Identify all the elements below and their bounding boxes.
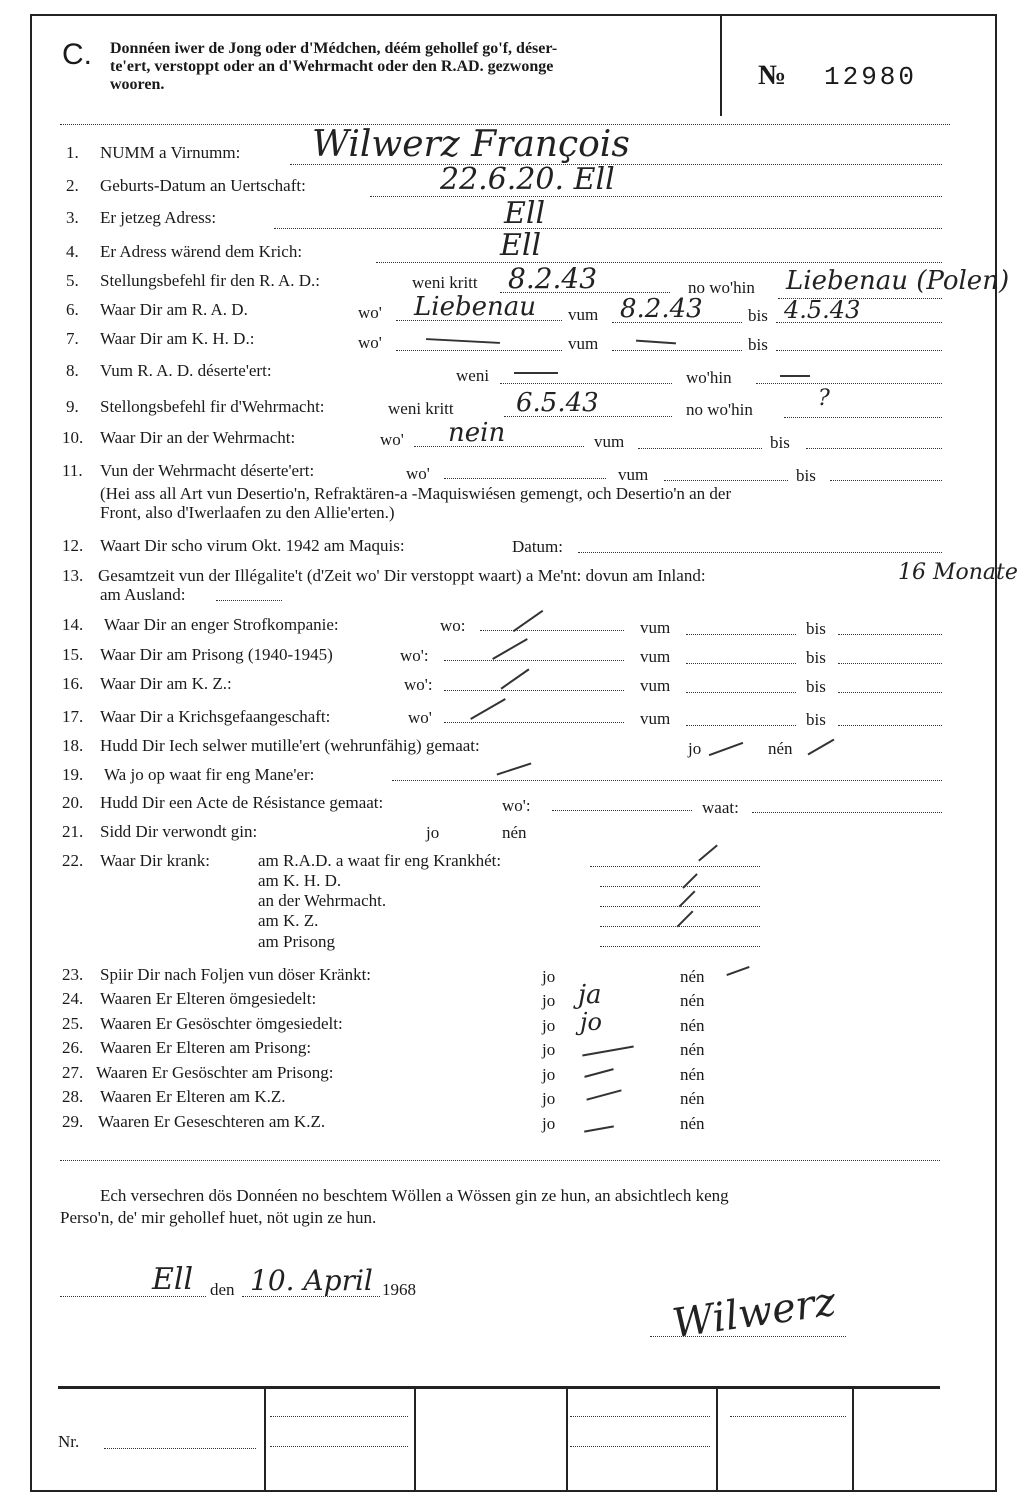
row-3-num: 3. bbox=[66, 208, 79, 227]
row-27-nen: nén bbox=[680, 1065, 705, 1084]
row-27-jo: jo bbox=[542, 1065, 556, 1084]
row-25-nen: nén bbox=[680, 1016, 705, 1035]
row-17-label: Waar Dir a Krichsgefaangeschaft: bbox=[100, 707, 331, 726]
row-21-label: Sidd Dir verwondt gin: bbox=[100, 822, 258, 841]
row-9-no-wohin: no wo'hin bbox=[686, 400, 753, 419]
row-2-value: 22.6.20. Ell bbox=[440, 162, 615, 197]
row-10-bis: bis bbox=[770, 433, 790, 452]
row-6-wo: wo' bbox=[358, 303, 382, 322]
row-2-label: Geburts-Datum an Uertschaft: bbox=[100, 176, 306, 195]
row-11-bis: bis bbox=[796, 466, 816, 485]
row-6-vum: vum bbox=[568, 305, 599, 324]
row-16-label: Waar Dir am K. Z.: bbox=[100, 674, 232, 693]
row-6-label: Waar Dir am R. A. D. bbox=[100, 300, 248, 319]
row-4-label: Er Adress wärend dem Krich: bbox=[100, 242, 303, 261]
signature-den: den bbox=[210, 1280, 235, 1299]
row-13-inland-value: 16 Monate bbox=[898, 560, 1018, 585]
row-11-num: 11. bbox=[62, 461, 83, 480]
row-24-jo: jo bbox=[542, 991, 556, 1010]
row-7-bis: bis bbox=[748, 335, 768, 354]
row-8-wohin: wo'hin bbox=[686, 368, 732, 387]
row-1-value: Wilwerz François bbox=[312, 124, 630, 165]
row-23-num: 23. bbox=[62, 965, 84, 984]
row-9-date: 6.5.43 bbox=[516, 388, 599, 418]
row-10-label: Waar Dir an der Wehrmacht: bbox=[100, 428, 296, 447]
row-11-note-line-2: Front, also d'Iwerlaafen zu den Allie'erten.) bbox=[100, 503, 395, 522]
row-25-label: Waaren Er Gesöschter ömgesiedelt: bbox=[100, 1014, 343, 1033]
footer-nr-label: Nr. bbox=[58, 1432, 80, 1451]
row-17-wo: wo' bbox=[408, 708, 432, 727]
row-15-label: Waar Dir am Prisong (1940-1945) bbox=[100, 645, 333, 664]
row-27-label: Waaren Er Gesöschter am Prisong: bbox=[96, 1063, 334, 1082]
row-17-vum: vum bbox=[640, 709, 671, 728]
row-5-weni-kritt: weni kritt bbox=[412, 273, 478, 292]
row-22-kz: am K. Z. bbox=[258, 911, 319, 930]
signature-year: 1968 bbox=[382, 1280, 416, 1299]
row-28-num: 28. bbox=[62, 1087, 84, 1106]
row-29-nen: nén bbox=[680, 1114, 705, 1133]
header-text: Donnéen iwer de Jong oder d'Médchen, déém gehollef go'f, déser- te'ert, verstoppt oder an d'Wehrmacht oder den R.AD. gezwonge wooren. bbox=[110, 40, 558, 93]
row-13-label: Gesamtzeit vun der Illégalite't (d'Zeit wo' Dir verstoppt waart) a Me'nt: dovun am Inland: bbox=[98, 566, 706, 585]
row-26-label: Waaren Er Elteren am Prisong: bbox=[100, 1038, 312, 1057]
number-sign: № bbox=[758, 60, 787, 91]
row-12-datum: Datum: bbox=[512, 537, 563, 556]
row-28-label: Waaren Er Elteren am K.Z. bbox=[100, 1087, 286, 1106]
row-17-bis: bis bbox=[806, 710, 826, 729]
row-7-label: Waar Dir am K. H. D.: bbox=[100, 329, 255, 348]
row-9-num: 9. bbox=[66, 397, 79, 416]
row-24-label: Waaren Er Elteren ömgesiedelt: bbox=[100, 989, 317, 1008]
row-11-vum: vum bbox=[618, 465, 649, 484]
row-26-nen: nén bbox=[680, 1040, 705, 1059]
row-14-wo: wo: bbox=[440, 616, 466, 635]
row-20-label: Hudd Dir een Acte de Résistance gemaat: bbox=[100, 793, 384, 812]
row-5-label: Stellungsbefehl fir den R. A. D.: bbox=[100, 271, 321, 290]
form-number: 12980 bbox=[824, 62, 918, 92]
row-29-num: 29. bbox=[62, 1112, 84, 1131]
row-24-nen: nén bbox=[680, 991, 705, 1010]
declaration-line-2: Perso'n, de' mir gehollef huet, nöt ugin ze hun. bbox=[60, 1208, 377, 1227]
row-21-jo: jo bbox=[426, 823, 440, 842]
row-5-destination: Liebenau (Polen) bbox=[786, 266, 1010, 296]
row-19-label: Wa jo op waat fir eng Mane'er: bbox=[104, 765, 315, 784]
row-22-khd: am K. H. D. bbox=[258, 871, 342, 890]
row-7-vum: vum bbox=[568, 334, 599, 353]
row-5-date: 8.2.43 bbox=[508, 262, 598, 295]
row-16-vum: vum bbox=[640, 676, 671, 695]
row-3-value: Ell bbox=[504, 196, 546, 231]
row-1-label: NUMM a Virnumm: bbox=[100, 143, 241, 162]
row-4-num: 4. bbox=[66, 242, 79, 261]
signature-date: 10. April bbox=[250, 1264, 373, 1297]
row-14-bis: bis bbox=[806, 619, 826, 638]
row-24-answer: ja bbox=[578, 980, 602, 1010]
row-6-bis: bis bbox=[748, 306, 768, 325]
row-14-num: 14. bbox=[62, 615, 84, 634]
row-11-label: Vun der Wehrmacht déserte'ert: bbox=[100, 461, 315, 480]
row-22-prisong: am Prisong bbox=[258, 932, 335, 951]
row-6-place: Liebenau bbox=[414, 292, 536, 322]
row-19-num: 19. bbox=[62, 765, 84, 784]
row-29-jo: jo bbox=[542, 1114, 556, 1133]
row-28-nen: nén bbox=[680, 1089, 705, 1108]
row-10-vum: vum bbox=[594, 432, 625, 451]
row-12-num: 12. bbox=[62, 536, 84, 555]
row-21-num: 21. bbox=[62, 822, 84, 841]
row-8-label: Vum R. A. D. déserte'ert: bbox=[100, 361, 272, 380]
row-21-nen: nén bbox=[502, 823, 527, 842]
row-17-num: 17. bbox=[62, 707, 84, 726]
row-9-label: Stellongsbefehl fir d'Wehrmacht: bbox=[100, 397, 325, 416]
row-4-value: Ell bbox=[500, 228, 542, 263]
row-18-jo: jo bbox=[688, 739, 702, 758]
row-8-weni: weni bbox=[456, 366, 490, 385]
row-18-num: 18. bbox=[62, 736, 84, 755]
row-23-nen: nén bbox=[680, 967, 705, 986]
row-27-num: 27. bbox=[62, 1063, 84, 1082]
row-2-num: 2. bbox=[66, 176, 79, 195]
row-25-num: 25. bbox=[62, 1014, 84, 1033]
row-5-num: 5. bbox=[66, 271, 79, 290]
signature-place: Ell bbox=[152, 1262, 194, 1297]
row-12-label: Waart Dir scho virum Okt. 1942 am Maquis: bbox=[100, 536, 405, 555]
row-18-label: Hudd Dir Iech selwer mutille'ert (wehrunfähig) gemaat: bbox=[100, 736, 480, 755]
row-15-num: 15. bbox=[62, 645, 84, 664]
row-7-wo: wo' bbox=[358, 333, 382, 352]
row-20-num: 20. bbox=[62, 793, 84, 812]
row-6-to: 4.5.43 bbox=[784, 296, 861, 324]
row-26-num: 26. bbox=[62, 1038, 84, 1057]
row-10-num: 10. bbox=[62, 428, 84, 447]
row-28-jo: jo bbox=[542, 1089, 556, 1108]
row-8-num: 8. bbox=[66, 361, 79, 380]
row-16-wo: wo': bbox=[404, 675, 433, 694]
row-7-num: 7. bbox=[66, 329, 79, 348]
row-1-num: 1. bbox=[66, 143, 79, 162]
row-22-wehrmacht: an der Wehrmacht. bbox=[258, 891, 387, 910]
row-23-jo: jo bbox=[542, 967, 556, 986]
row-9-weni-kritt: weni kritt bbox=[388, 399, 454, 418]
declaration-line-1: Ech versechren dös Donnéen no beschtem Wöllen a Wössen gin ze hun, an absichtlech keng bbox=[100, 1186, 729, 1205]
row-29-label: Waaren Er Geseschteren am K.Z. bbox=[98, 1112, 326, 1131]
row-23-label: Spiir Dir nach Foljen vun döser Kränkt: bbox=[100, 965, 372, 984]
row-16-num: 16. bbox=[62, 674, 84, 693]
row-15-wo: wo': bbox=[400, 646, 429, 665]
row-5-no-wohin: no wo'hin bbox=[688, 278, 755, 297]
row-25-answer: jo bbox=[580, 1008, 602, 1036]
signature-handwritten: Wilwerz bbox=[669, 1278, 839, 1348]
row-11-note-line-1: (Hei ass all Art vun Desertio'n, Refraktären-a -Maquiswiésen gemengt, och Desertio'n an der bbox=[100, 484, 732, 503]
row-3-label: Er jetzeg Adress: bbox=[100, 208, 217, 227]
row-10-wo: wo' bbox=[380, 430, 404, 449]
row-22-label: Waar Dir krank: bbox=[100, 851, 211, 870]
row-26-jo: jo bbox=[542, 1040, 556, 1059]
row-22-num: 22. bbox=[62, 851, 84, 870]
row-16-bis: bis bbox=[806, 677, 826, 696]
row-25-jo: jo bbox=[542, 1016, 556, 1035]
row-24-num: 24. bbox=[62, 989, 84, 1008]
row-15-bis: bis bbox=[806, 648, 826, 667]
section-letter: C. bbox=[62, 38, 92, 71]
row-13-num: 13. bbox=[62, 566, 84, 585]
row-18-nen: nén bbox=[768, 739, 793, 758]
row-14-label: Waar Dir an enger Strofkompanie: bbox=[104, 615, 339, 634]
row-6-num: 6. bbox=[66, 300, 79, 319]
row-15-vum: vum bbox=[640, 647, 671, 666]
row-11-wo: wo' bbox=[406, 464, 430, 483]
row-22-rad: am R.A.D. a waat fir eng Krankhét: bbox=[258, 851, 502, 870]
row-14-vum: vum bbox=[640, 618, 671, 637]
row-20-wo: wo': bbox=[502, 796, 531, 815]
row-9-destination: ? bbox=[818, 386, 830, 411]
row-6-from: 8.2.43 bbox=[620, 294, 703, 324]
row-13-ausland-label: am Ausland: bbox=[100, 585, 186, 604]
row-20-waat: waat: bbox=[702, 798, 739, 817]
row-10-place: nein bbox=[448, 418, 506, 448]
